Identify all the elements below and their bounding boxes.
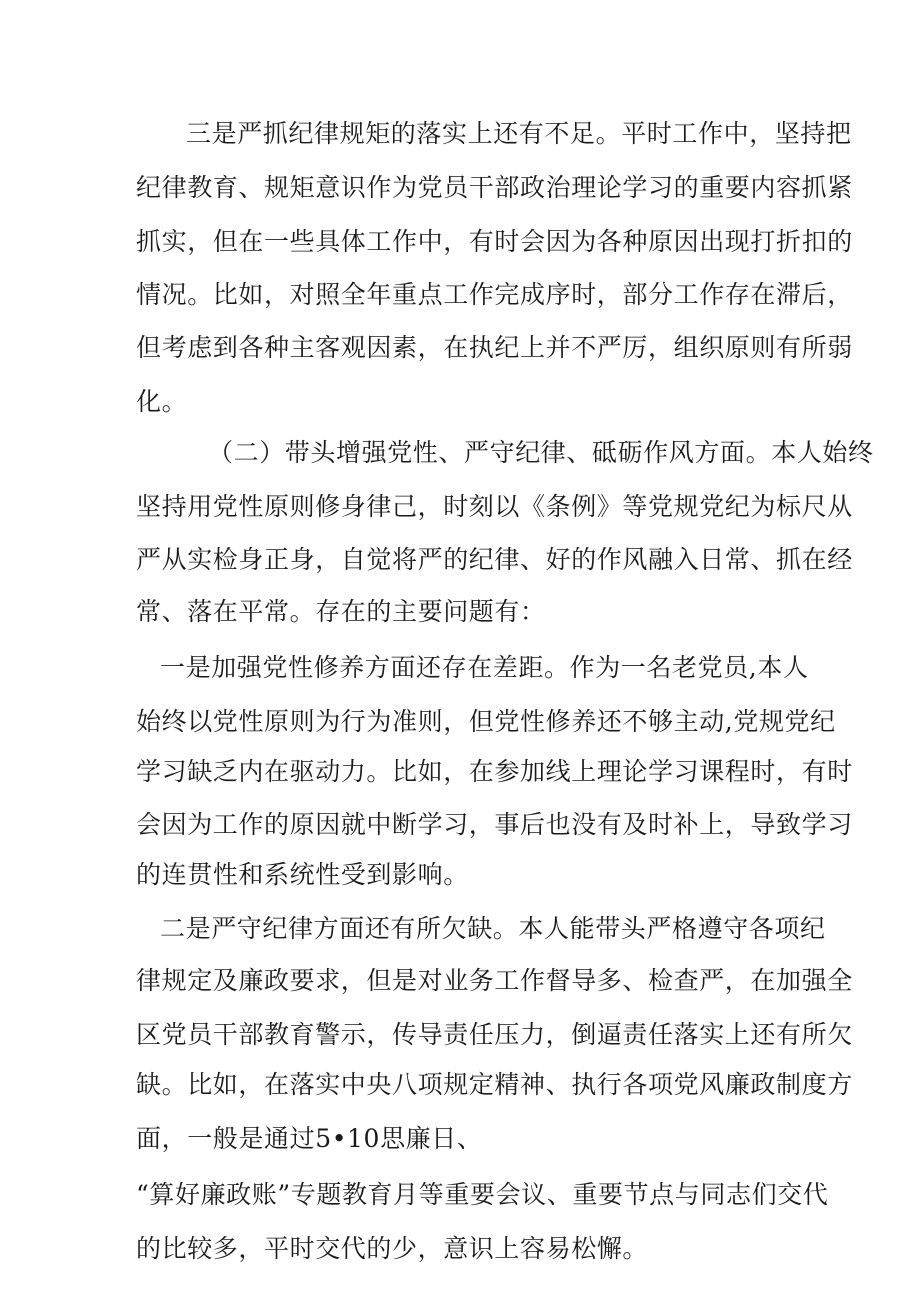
paragraph-line: 化。	[136, 387, 188, 416]
paragraph-line: 会因为工作的原因就中断学习，事后也没有及时补上，导致学习	[136, 810, 853, 839]
paragraph-line: 面，一般是通过5•10思廉日、	[136, 1124, 483, 1153]
section-heading-line: （二）带头增强党性、严守纪律、砥砺作风方面。本人始终	[208, 438, 874, 467]
paragraph-line: 常、落在平常。存在的主要问题有：	[136, 597, 546, 626]
paragraph-line: “算好廉政账”专题教育月等重要会议、重要节点与同志们交代	[136, 1180, 829, 1209]
paragraph-line: 三是严抓纪律规矩的落实上还有不足。平时工作中，坚持把	[186, 119, 852, 148]
paragraph-line: 纪律教育、规矩意识作为党员干部政治理论学习的重要内容抓紧	[136, 173, 853, 202]
paragraph-line: 抓实，但在一些具体工作中，有时会因为各种原因出现打折扣的	[136, 227, 853, 256]
paragraph-line: 始终以党性原则为行为准则，但党性修养还不够主动,党规党纪	[136, 707, 836, 736]
paragraph-line: 缺。比如，在落实中央八项规定精神、执行各项党风廉政制度方	[136, 1070, 853, 1099]
paragraph-line: 坚持用党性原则修身律己，时刻以《条例》等党规党纪为标尺从	[136, 492, 853, 521]
paragraph-line: 的比较多，平时交代的少，意识上容易松懈。	[136, 1234, 649, 1263]
paragraph-line: 律规定及廉政要求，但是对业务工作督导多、检查严，在加强全	[136, 966, 853, 995]
paragraph-line: 学习缺乏内在驱动力。比如，在参加线上理论学习课程时，有时	[136, 757, 853, 786]
paragraph-line: 但考虑到各种主客观因素，在执纪上并不严厉，组织原则有所弱	[136, 333, 853, 362]
paragraph-line: 的连贯性和系统性受到影响。	[136, 860, 469, 889]
paragraph-line: 一是加强党性修养方面还存在差距。作为一名老党员,本人	[160, 653, 809, 682]
paragraph-line: 情况。比如，对照全年重点工作完成序时，部分工作存在滞后，	[136, 280, 853, 309]
paragraph-line: 二是严守纪律方面还有所欠缺。本人能带头严格遵守各项纪	[160, 914, 826, 943]
paragraph-line: 严从实检身正身，自觉将严的纪律、好的作风融入日常、抓在经	[136, 545, 853, 574]
paragraph-line: 区党员干部教育警示，传导责任压力，倒逼责任落实上还有所欠	[136, 1020, 853, 1049]
